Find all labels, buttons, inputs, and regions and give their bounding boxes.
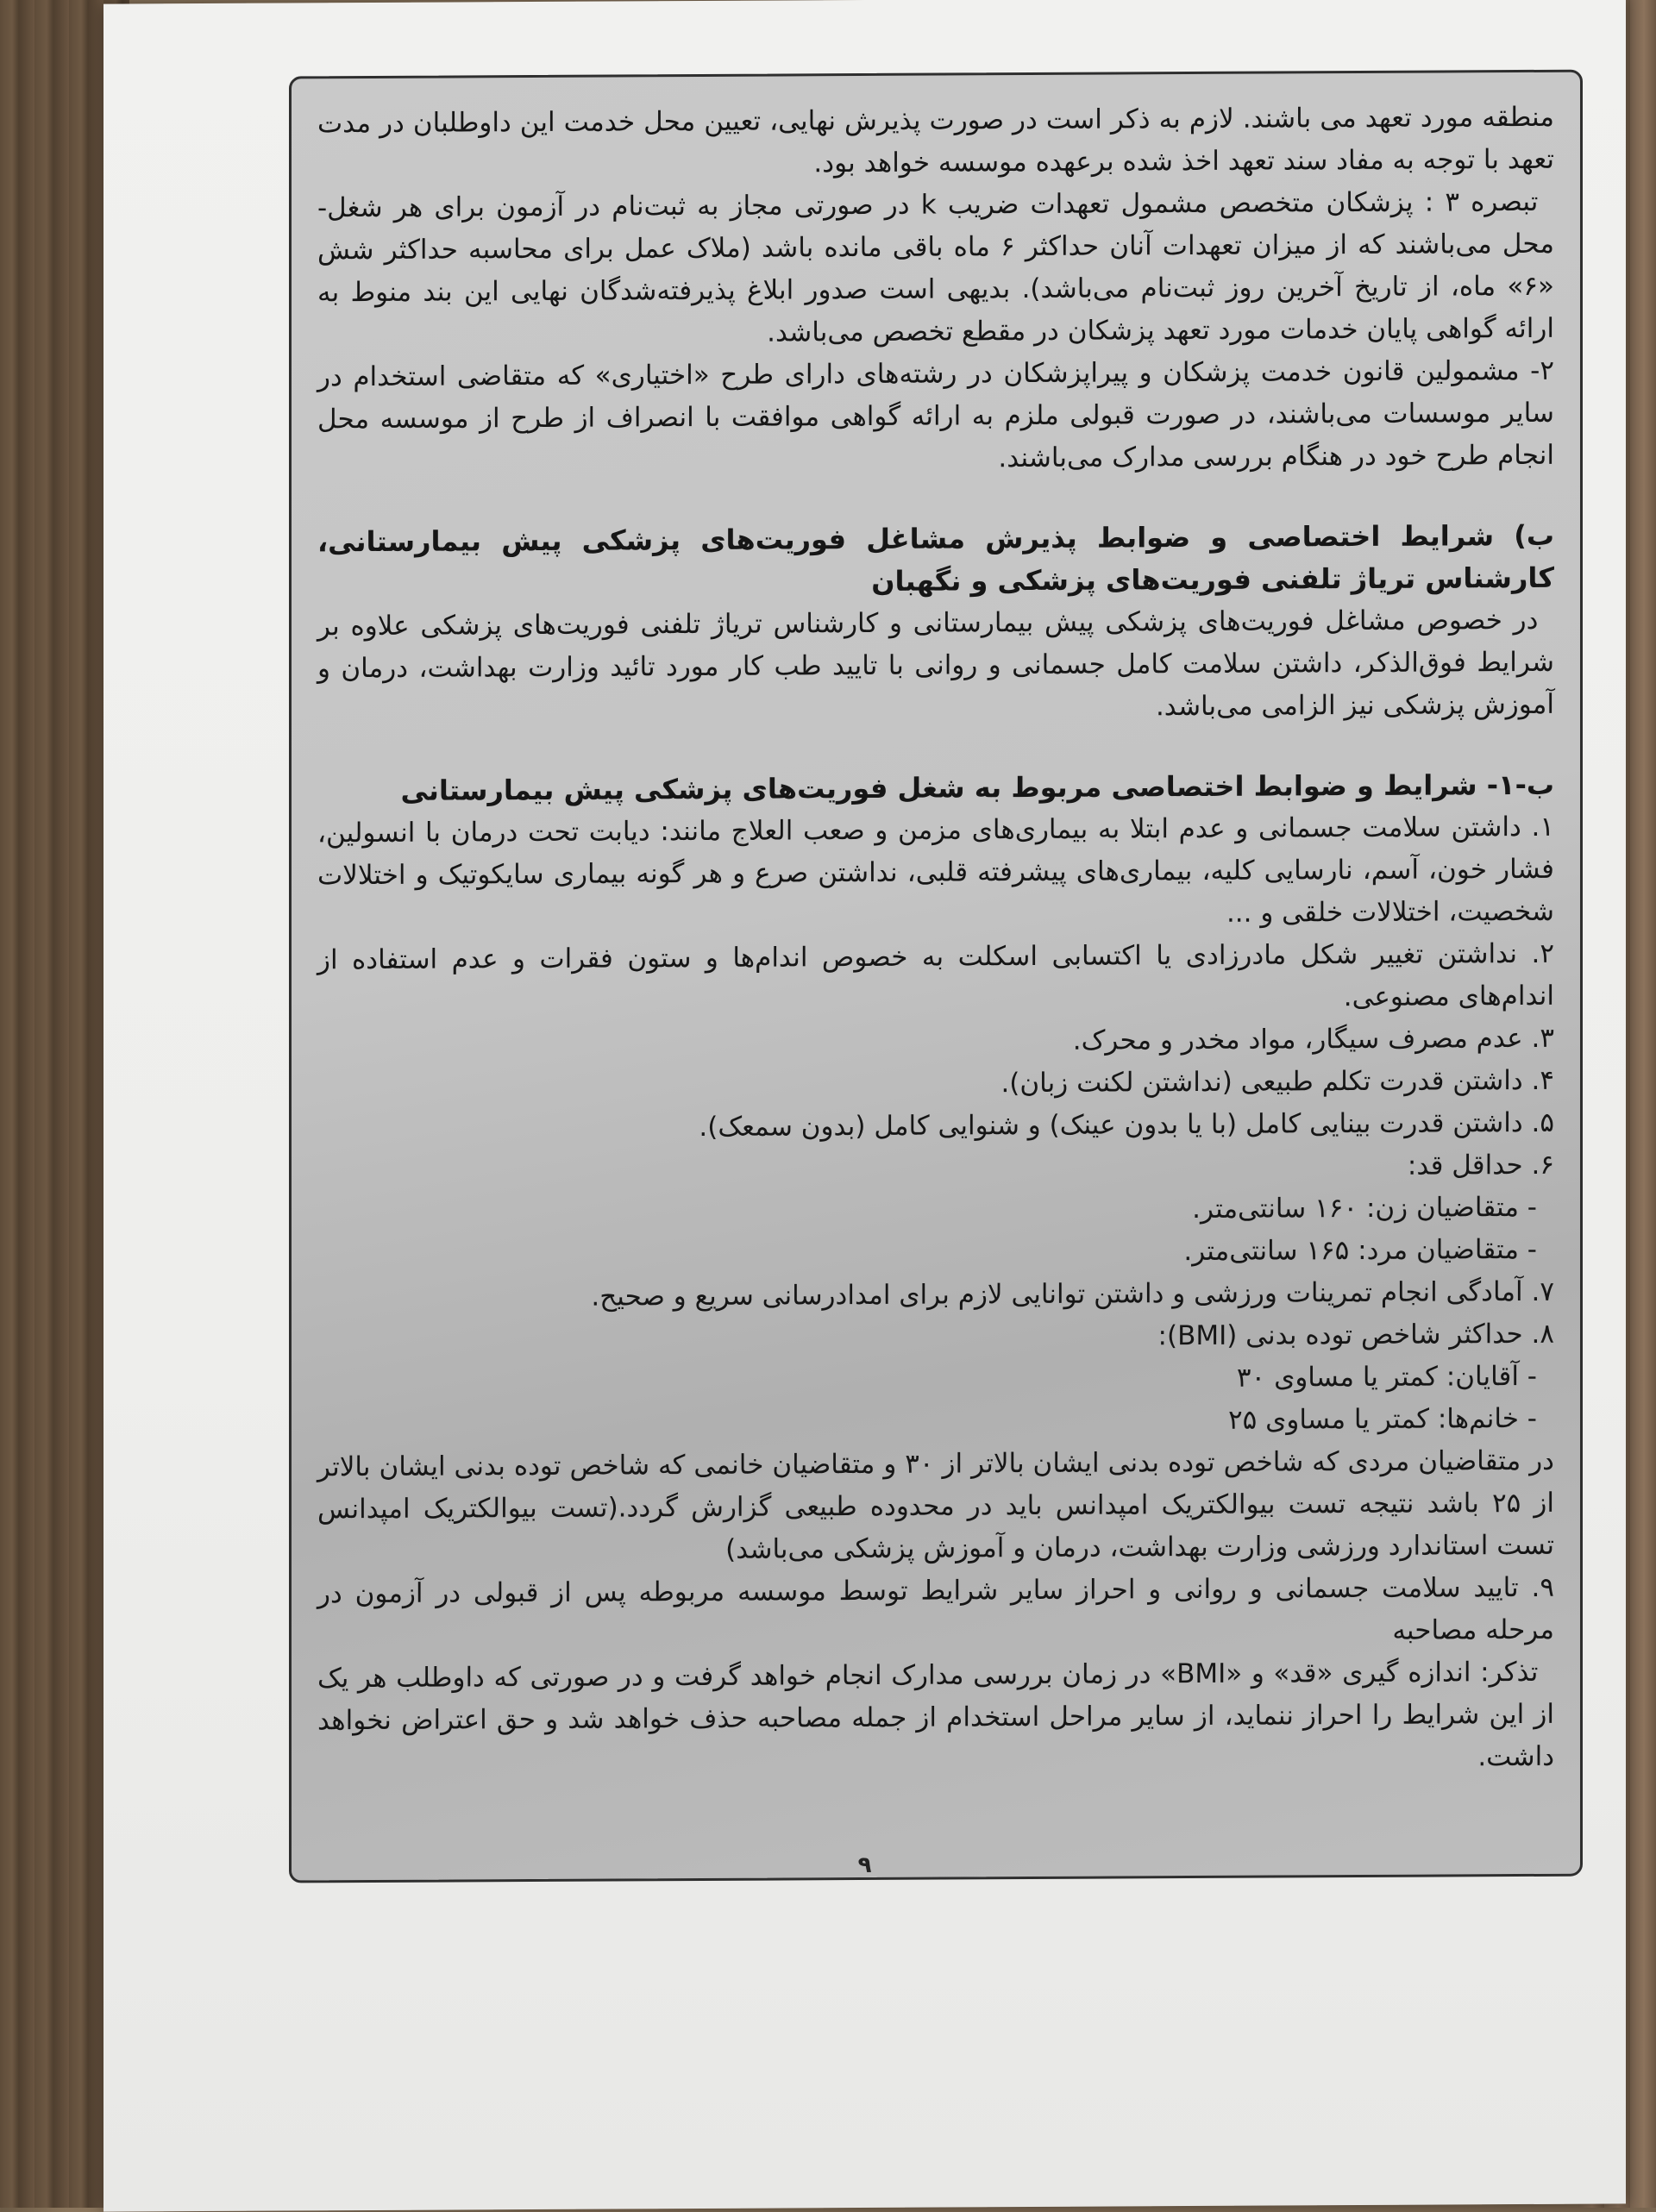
height-women: - متقاضیان زن: ۱۶۰ سانتی‌متر. [1192,1191,1537,1225]
spacer [317,726,1554,771]
spacer [317,477,1554,522]
bmi-note: در متقاضیان مردی که شاخص توده بدنی ایشان بالاتر از ۳۰ و متقاضیان خانمی که شاخص توده بدنی ایشان بالاتر از ۲۵ باشد نتیجه تست بیوالکتریک امپدانس باید در محدوده طبیعی گزارش گردد.(تست بیوالکتریک امپدانس تست استاندارد ورزشی وزارت بهداشت، درمان و آموزش پزشکی می‌باشد) [317,1444,1554,1565]
bmi-men: - آقایان: کمتر یا مساوی ۳۰ [1236,1360,1537,1394]
list-item: ۵. داشتن قدرت بینایی کامل (با یا بدون عینک) و شنوایی کامل (بدون سمعک). [699,1106,1554,1144]
list-item: ۷. آمادگی انجام تمرینات ورزشی و داشتن توانایی لازم برای امدادرسانی سریع و صحیح. [591,1275,1554,1313]
height-men: - متقاضیان مرد: ۱۶۵ سانتی‌متر. [1183,1233,1537,1268]
content-box [289,70,1583,1883]
section-b-heading: ب) شرایط اختصاصی و ضوابط پذیرش مشاغل فوریت‌های پزشکی پیش بیمارستانی، کارشناس تریاژ تلفنی فوریت‌های پزشکی و نگهبان [317,518,1554,598]
paper-sheet [104,0,1626,2212]
list-item: ۲. نداشتن تغییر شکل مادرزادی یا اکتسابی اسکلت به خصوص اندام‌ها و ستون فقرات و عدم استفاده از اندام‌های مصنوعی. [317,937,1554,1013]
paragraph-intro: منطقه مورد تعهد می باشند. لازم به ذکر است در صورت پذیرش نهایی، تعیین محل خدمت این داوطلبان در مدت تعهد با توجه به مفاد سند تعهد اخذ شده برعهده موسسه خواهد بود. [317,101,1554,179]
paragraph-note-3: تبصره ۳ : پزشکان متخصص مشمول تعهدات ضریب k در صورتی مجاز به ثبت‌نام در آزمون برای هر شغل-محل می‌باشند که از میزان تعهدات آنان حداکثر ۶ ماه باقی مانده باشد (ملاک عمل برای محاسبه حداکثر شش «۶» ماه، از تاریخ آخرین روز ثبت‌نام می‌باشد). بدیهی است صدور ابلاغ پذیرفته‌شدگان نهایی این بند منوط به ارائه گواهی پایان خدمات مورد تعهد پزشکان در مقطع تخصص می‌باشد. [317,185,1555,348]
list-item: ۸. حداکثر شاخص توده بدنی (BMI): [1157,1318,1554,1352]
page-number: ۹ [857,1852,872,1879]
section-b-body: در خصوص مشاغل فوریت‌های پزشکی پیش بیمارستانی و کارشناس تریاژ تلفنی فوریت‌های پزشکی علاوه بر شرایط فوق‌الذکر، داشتن سلامت کامل جسمانی و روانی با تایید طب کار مورد تائید وزارت بهداشت، درمان و آموزش پزشکی نیز الزامی می‌باشد. [317,604,1554,723]
list-item: ۶. حداقل قد: [1407,1149,1554,1181]
section-b1-heading: ب-۱- شرایط و ضوابط اختصاصی مربوط به شغل فوریت‌های پزشکی پیش بیمارستانی [400,768,1554,807]
list-item: ۴. داشتن قدرت تکلم طبیعی (نداشتن لکنت زبان). [1000,1064,1554,1100]
reminder-note: تذکر: اندازه گیری «قد» و «BMI» در زمان بررسی مدارک انجام خواهد گرفت و در صورتی که داوطلب هر یک از این شرایط را احراز ننماید، از سایر مراحل استخدام از جمله مصاحبه حذف خواهد شد و حق اعتراض نخواهد داشت. [317,1656,1554,1773]
bmi-women: - خانم‌ها: کمتر یا مساوی ۲۵ [1227,1402,1537,1436]
list-item: ۳. عدم مصرف سیگار، مواد مخدر و محرک. [1072,1022,1554,1056]
list-item: ۹. تایید سلامت جسمانی و روانی و احراز سایر شرایط توسط موسسه مربوطه پس از قبولی در آزمون در مرحله مصاحبه [317,1571,1554,1646]
list-item: ۱. داشتن سلامت جسمانی و عدم ابتلا به بیماری‌های مزمن و صعب العلاج مانند: دیابت تحت درمان با انسولین، فشار خون، آسم، نارسایی کلیه، بیماری‌های پیشرفته قلبی، نداشتن صرع و هر گونه بیماری سایکوتیک و اختلالات شخصیت، اختلالات خلقی و ... [317,811,1554,929]
paragraph-clause-2: ۲- مشمولین قانون خدمت پزشکان و پیراپزشکان در رشته‌های دارای طرح «اختیاری» که متقاضی استخدام در سایر موسسات می‌باشند، در صورت قبولی ملزم به ارائه گواهی موافقت با انصراف از طرح از موسسه محل انجام طرح خود در هنگام بررسی مدارک می‌باشند. [317,354,1554,474]
